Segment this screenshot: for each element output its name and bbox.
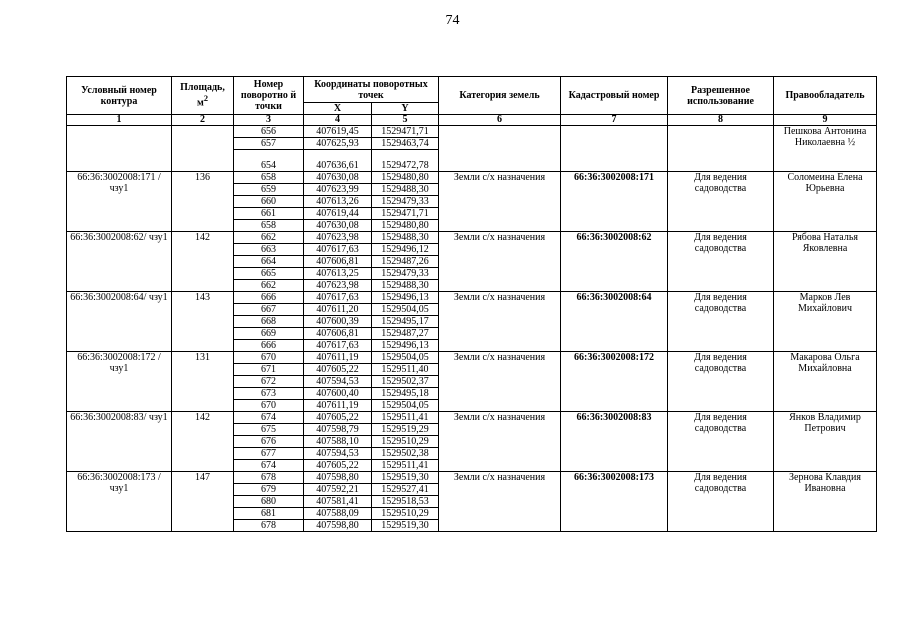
y-coordinate-cell: 1529480,80 xyxy=(372,220,439,232)
table-body xyxy=(67,126,877,532)
y-coordinate-cell: 1529495,18 xyxy=(372,388,439,400)
usage-cell: Для ведения садоводства xyxy=(668,352,774,412)
contour-cell xyxy=(67,126,172,172)
header-y: Y xyxy=(372,103,439,115)
y-coordinate-cell: 1529496,13 xyxy=(372,340,439,352)
point-number-cell: 666 xyxy=(234,340,304,352)
usage-cell: Для ведения садоводства xyxy=(668,472,774,532)
point-number-cell: 677 xyxy=(234,448,304,460)
y-coordinate-cell: 1529504,05 xyxy=(372,304,439,316)
point-number-cell: 670 xyxy=(234,352,304,364)
page-number: 74 xyxy=(445,13,460,28)
point-number-cell: 678 xyxy=(234,472,304,484)
cadastral-number-cell: 66:36:3002008:83 xyxy=(561,412,668,472)
area-cell: 143 xyxy=(172,292,234,352)
point-number-cell: 666 xyxy=(234,292,304,304)
y-coordinate-cell: 1529480,80 xyxy=(372,172,439,184)
point-number-cell: 679 xyxy=(234,484,304,496)
point-number-cell: 672 xyxy=(234,376,304,388)
y-coordinate-cell: 1529488,30 xyxy=(372,184,439,196)
column-number: 3 xyxy=(234,115,304,126)
header-category: Категория земель xyxy=(439,77,561,115)
point-number-cell: 657 xyxy=(234,138,304,150)
owner-cell: Зернова Клавдия Ивановна xyxy=(774,472,877,532)
y-coordinate-cell: 1529495,17 xyxy=(372,316,439,328)
usage-cell xyxy=(668,126,774,172)
area-cell: 142 xyxy=(172,412,234,472)
point-number-cell: 674 xyxy=(234,412,304,424)
point-number-cell: 659 xyxy=(234,184,304,196)
category-cell: Земли с/х назначения xyxy=(439,472,561,532)
owner-cell: Пешкова Антонина Николаевна ½ xyxy=(774,126,877,172)
column-number: 1 xyxy=(67,115,172,126)
header-owner: Правообладатель xyxy=(774,77,877,115)
x-coordinate-cell: 407617,63 xyxy=(304,244,372,256)
table-row xyxy=(67,292,877,304)
cadastral-number-cell: 66:36:3002008:62 xyxy=(561,232,668,292)
point-number-cell: 658 xyxy=(234,220,304,232)
cadastral-number-cell: 66:36:3002008:171 xyxy=(561,172,668,232)
header-point: Номер поворотно й точки xyxy=(234,77,304,115)
point-number-cell: 662 xyxy=(234,232,304,244)
x-coordinate-cell: 407630,08 xyxy=(304,172,372,184)
point-number-cell: 669 xyxy=(234,328,304,340)
point-number-cell: 673 xyxy=(234,388,304,400)
point-number-cell: 663 xyxy=(234,244,304,256)
cadastral-number-cell: 66:36:3002008:172 xyxy=(561,352,668,412)
point-number-cell: 664 xyxy=(234,256,304,268)
x-coordinate-cell: 407617,63 xyxy=(304,340,372,352)
header-x: X xyxy=(304,103,372,115)
y-coordinate-cell: 1529463,74 xyxy=(372,138,439,150)
y-coordinate-cell: 1529504,05 xyxy=(372,400,439,412)
x-coordinate-cell: 407623,98 xyxy=(304,280,372,292)
y-coordinate-cell: 1529511,41 xyxy=(372,412,439,424)
header-contour: Условный номер контура xyxy=(67,77,172,115)
header-coords: Координаты поворотных точек xyxy=(304,77,439,103)
x-coordinate-cell: 407592,21 xyxy=(304,484,372,496)
y-coordinate-cell: 1529471,71 xyxy=(372,208,439,220)
owner-cell: Рябова Наталья Яковлевна xyxy=(774,232,877,292)
column-number: 7 xyxy=(561,115,668,126)
usage-cell: Для ведения садоводства xyxy=(668,292,774,352)
point-number-cell: 665 xyxy=(234,268,304,280)
point-number-cell: 662 xyxy=(234,280,304,292)
x-coordinate-cell: 407636,61 xyxy=(304,150,372,172)
owner-cell: Марков Лев Михайлович xyxy=(774,292,877,352)
y-coordinate-cell: 1529510,29 xyxy=(372,508,439,520)
cadastral-number-cell xyxy=(561,126,668,172)
category-cell: Земли с/х назначения xyxy=(439,352,561,412)
y-coordinate-cell: 1529504,05 xyxy=(372,352,439,364)
category-cell: Земли с/х назначения xyxy=(439,292,561,352)
x-coordinate-cell: 407617,63 xyxy=(304,292,372,304)
usage-cell: Для ведения садоводства xyxy=(668,232,774,292)
x-coordinate-cell: 407605,22 xyxy=(304,412,372,424)
x-coordinate-cell: 407619,45 xyxy=(304,126,372,138)
y-coordinate-cell: 1529502,38 xyxy=(372,448,439,460)
contour-cell: 66:36:3002008:173 /чзу1 xyxy=(67,472,172,532)
header-area: Площадь, $м^2$ xyxy=(172,77,234,115)
table-row xyxy=(67,352,877,364)
x-coordinate-cell: 407598,80 xyxy=(304,520,372,532)
contour-cell: 66:36:3002008:62/ чзу1 xyxy=(67,232,172,292)
y-coordinate-cell: 1529511,40 xyxy=(372,364,439,376)
contour-cell: 66:36:3002008:171 /чзу1 xyxy=(67,172,172,232)
category-cell: Земли с/х назначения xyxy=(439,172,561,232)
cadastral-number-cell: 66:36:3002008:173 xyxy=(561,472,668,532)
point-number-cell: 674 xyxy=(234,460,304,472)
y-coordinate-cell: 1529527,41 xyxy=(372,484,439,496)
x-coordinate-cell: 407623,98 xyxy=(304,232,372,244)
table-row xyxy=(67,126,877,138)
header-usage: Разрешенное использование xyxy=(668,77,774,115)
y-coordinate-cell: 1529496,12 xyxy=(372,244,439,256)
x-coordinate-cell: 407588,09 xyxy=(304,508,372,520)
x-coordinate-cell: 407594,53 xyxy=(304,448,372,460)
point-number-cell: 670 xyxy=(234,400,304,412)
x-coordinate-cell: 407588,10 xyxy=(304,436,372,448)
x-coordinate-cell: 407581,41 xyxy=(304,496,372,508)
point-number-cell: 667 xyxy=(234,304,304,316)
category-cell xyxy=(439,126,561,172)
y-coordinate-cell: 1529519,30 xyxy=(372,472,439,484)
category-cell: Земли с/х назначения xyxy=(439,232,561,292)
x-coordinate-cell: 407605,22 xyxy=(304,460,372,472)
point-number-cell: 671 xyxy=(234,364,304,376)
x-coordinate-cell: 407613,26 xyxy=(304,196,372,208)
owner-cell: Макарова Ольга Михайловна xyxy=(774,352,877,412)
point-number-cell: 654 xyxy=(234,150,304,172)
y-coordinate-cell: 1529518,53 xyxy=(372,496,439,508)
y-coordinate-cell: 1529488,30 xyxy=(372,232,439,244)
point-number-cell: 656 xyxy=(234,126,304,138)
point-number-cell: 668 xyxy=(234,316,304,328)
column-number-row xyxy=(67,115,877,126)
x-coordinate-cell: 407630,08 xyxy=(304,220,372,232)
area-cell: 131 xyxy=(172,352,234,412)
x-coordinate-cell: 407611,19 xyxy=(304,352,372,364)
y-coordinate-cell: 1529502,37 xyxy=(372,376,439,388)
table-row xyxy=(67,472,877,484)
x-coordinate-cell: 407606,81 xyxy=(304,256,372,268)
point-number-cell: 680 xyxy=(234,496,304,508)
x-coordinate-cell: 407598,79 xyxy=(304,424,372,436)
point-number-cell: 661 xyxy=(234,208,304,220)
usage-cell: Для ведения садоводства xyxy=(668,412,774,472)
cadastral-table xyxy=(66,76,877,532)
table-row xyxy=(67,232,877,244)
header-cadastral: Кадастровый номер xyxy=(561,77,668,115)
y-coordinate-cell: 1529479,33 xyxy=(372,268,439,280)
y-coordinate-cell: 1529510,29 xyxy=(372,436,439,448)
point-number-cell: 660 xyxy=(234,196,304,208)
x-coordinate-cell: 407625,93 xyxy=(304,138,372,150)
x-coordinate-cell: 407611,19 xyxy=(304,400,372,412)
y-coordinate-cell: 1529479,33 xyxy=(372,196,439,208)
column-number: 8 xyxy=(668,115,774,126)
contour-cell: 66:36:3002008:83/ чзу1 xyxy=(67,412,172,472)
x-coordinate-cell: 407606,81 xyxy=(304,328,372,340)
owner-cell: Соломеина Елена Юрьевна xyxy=(774,172,877,232)
column-number: 5 xyxy=(372,115,439,126)
x-coordinate-cell: 407600,40 xyxy=(304,388,372,400)
y-coordinate-cell: 1529488,30 xyxy=(372,280,439,292)
x-coordinate-cell: 407605,22 xyxy=(304,364,372,376)
x-coordinate-cell: 407594,53 xyxy=(304,376,372,388)
category-cell: Земли с/х назначения xyxy=(439,412,561,472)
table-row xyxy=(67,412,877,424)
y-coordinate-cell: 1529511,41 xyxy=(372,460,439,472)
y-coordinate-cell: 1529496,13 xyxy=(372,292,439,304)
point-number-cell: 675 xyxy=(234,424,304,436)
point-number-cell: 678 xyxy=(234,520,304,532)
x-coordinate-cell: 407611,20 xyxy=(304,304,372,316)
point-number-cell: 676 xyxy=(234,436,304,448)
column-number: 9 xyxy=(774,115,877,126)
area-cell xyxy=(172,126,234,172)
owner-cell: Янков Владимир Петрович xyxy=(774,412,877,472)
x-coordinate-cell: 407600,39 xyxy=(304,316,372,328)
area-cell: 147 xyxy=(172,472,234,532)
column-number: 2 xyxy=(172,115,234,126)
y-coordinate-cell: 1529471,71 xyxy=(372,126,439,138)
area-cell: 136 xyxy=(172,172,234,232)
x-coordinate-cell: 407598,80 xyxy=(304,472,372,484)
y-coordinate-cell: 1529487,27 xyxy=(372,328,439,340)
x-coordinate-cell: 407623,99 xyxy=(304,184,372,196)
cadastral-number-cell: 66:36:3002008:64 xyxy=(561,292,668,352)
x-coordinate-cell: 407613,25 xyxy=(304,268,372,280)
table-row xyxy=(67,172,877,184)
column-number: 4 xyxy=(304,115,372,126)
y-coordinate-cell: 1529519,29 xyxy=(372,424,439,436)
x-coordinate-cell: 407619,44 xyxy=(304,208,372,220)
area-cell: 142 xyxy=(172,232,234,292)
y-coordinate-cell: 1529487,26 xyxy=(372,256,439,268)
contour-cell: 66:36:3002008:172 /чзу1 xyxy=(67,352,172,412)
point-number-cell: 681 xyxy=(234,508,304,520)
column-number: 6 xyxy=(439,115,561,126)
point-number-cell: 658 xyxy=(234,172,304,184)
usage-cell: Для ведения садоводства xyxy=(668,172,774,232)
y-coordinate-cell: 1529472,78 xyxy=(372,150,439,172)
y-coordinate-cell: 1529519,30 xyxy=(372,520,439,532)
contour-cell: 66:36:3002008:64/ чзу1 xyxy=(67,292,172,352)
